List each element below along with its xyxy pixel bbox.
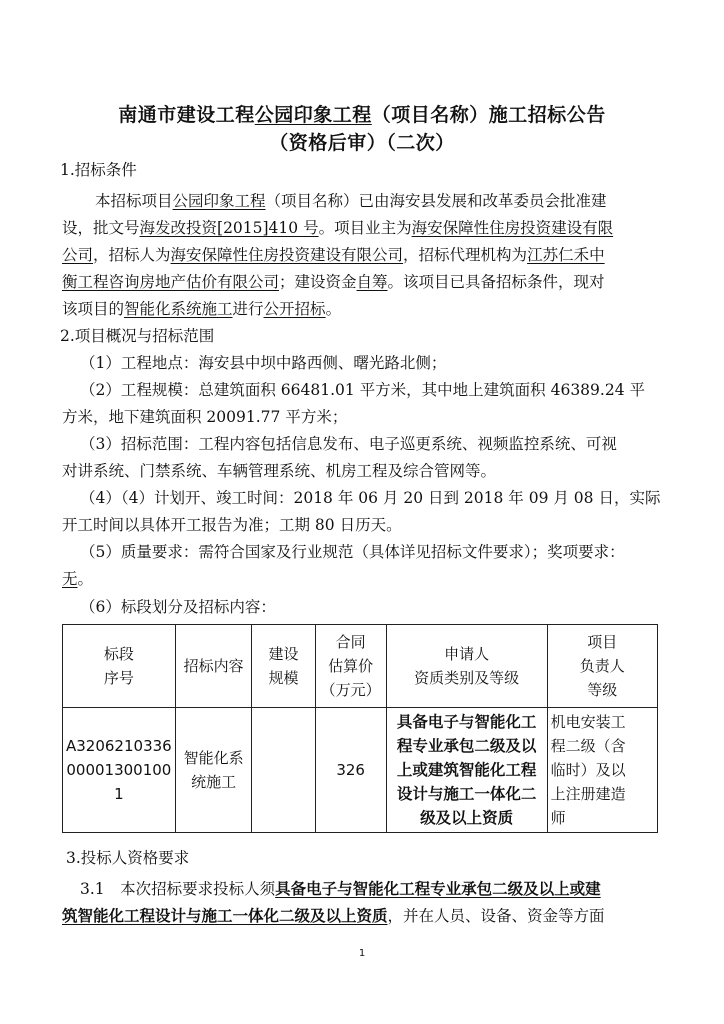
tender-method: 公开招标 [263, 300, 326, 318]
cell-qualification: 具备电子与智能化工 程专业承包二级及以 上或建筑智能化工程 设计与施工一体化二 级及以上资质 [386, 708, 547, 833]
document-title [0, 100, 724, 127]
header-lot-number: 标段 序号 [63, 625, 176, 708]
section3-paragraph-line1: 3.1 本次招标要求投标人须具备电子与智能化工程专业承包二级及以上或建 [80, 879, 601, 898]
section3-heading: 3.投标人资格要求 [66, 849, 190, 867]
section1-heading: 1.招标条件 [60, 161, 137, 179]
section3-paragraph-line2: 筑智能化工程设计与施工一体化二级及以上资质，并在人员、设备、资金等方面 [62, 906, 605, 925]
award-requirement: 无 [62, 570, 78, 588]
header-project-manager: 项目 负责人 等级 [547, 625, 657, 708]
tender-range-line2: 对讲系统、门禁系统、车辆管理系统、机房工程及综合管网等。 [62, 462, 497, 480]
tenderer-name: 海安保障性住房投资建设有限公司 [170, 246, 404, 264]
title-project-name: 公园印象工程 [254, 104, 372, 126]
project-location: （1）工程地点：海安县中坝中路西侧、曙光路北侧； [80, 354, 447, 372]
lot-division-heading: （6）标段划分及招标内容： [80, 598, 276, 616]
section2-heading: 2.项目概况与招标范围 [60, 327, 215, 345]
title-suffix: （项目名称）施工招标公告 [371, 104, 606, 126]
document-subtitle: （资格后审）（二次） [269, 132, 455, 154]
page-number: 1 [358, 948, 366, 959]
project-scale-line2: 方米，地下建筑面积 20091.77 平方米； [62, 408, 348, 426]
title-prefix: 南通市建设工程 [118, 104, 255, 126]
section1-paragraph-line3: 公司，招标人为海安保障性住房投资建设有限公司，招标代理机构为江苏仁禾中 [62, 246, 605, 264]
cell-contract-estimate: 326 [315, 708, 386, 833]
agency-name: 江苏仁禾中 [527, 246, 605, 264]
section1-paragraph-line5: 该项目的智能化系统施工进行公开招标。 [62, 300, 342, 318]
project-owner: 海安保障性住房投资建设有限 [411, 219, 614, 237]
tender-lot-table [62, 624, 658, 833]
funding-source: 自筹 [356, 273, 388, 291]
header-applicant-qualification: 申请人 资质类别及等级 [386, 625, 547, 708]
header-construction-scale: 建设 规模 [252, 625, 315, 708]
table-row [63, 708, 658, 833]
table-header-row [63, 625, 658, 708]
header-tender-content: 招标内容 [175, 625, 252, 708]
quality-line2: 无。 [62, 570, 94, 588]
section1-paragraph-line4: 衡工程咨询房地产估价有限公司；建设资金自筹。该项目已具备招标条件，现对 [62, 273, 605, 291]
cell-tender-content: 智能化系 统施工 [175, 708, 252, 833]
approval-number: 海发改投资[2015]410 号 [139, 219, 319, 237]
cell-lot-number: A3206210336 00001300100 1 [63, 708, 176, 833]
project-scale-line1: （2）工程规模：总建筑面积 66481.01 平方米，其中地上建筑面积 46389.24 平 [80, 381, 645, 399]
cell-project-manager: 机电安装工 程二级（含 临时）及以 上注册建造 师 [547, 708, 657, 833]
quality-line1: （5）质量要求：需符合国家及行业规范（具体详见招标文件要求）；奖项要求： [80, 543, 625, 561]
schedule-line2: 开工时间以具体开工报告为准；工期 80 日历天。 [62, 516, 402, 534]
project-name: 公园印象工程 [172, 192, 266, 210]
section1-paragraph-line2: 设，批文号海发改投资[2015]410 号。项目业主为海安保障性住房投资建设有限 [62, 219, 614, 237]
schedule-line1: （4）（4）计划开、竣工时间：2018 年 06 月 20 日到 2018 年 09 月 08 日，实际 [80, 489, 661, 507]
section1-paragraph-line1: 本招标项目公园印象工程（项目名称）已由海安县发展和改革委员会批准建 [95, 192, 607, 210]
tender-scope: 智能化系统施工 [124, 300, 233, 318]
bidder-qualification-requirement: 具备电子与智能化工程专业承包二级及以上或建 [275, 879, 601, 898]
tender-range-line1: （3）招标范围：工程内容包括信息发布、电子巡更系统、视频监控系统、可视 [80, 435, 617, 453]
cell-construction-scale [252, 708, 315, 833]
header-contract-estimate: 合同 估算价 （万元） [315, 625, 386, 708]
